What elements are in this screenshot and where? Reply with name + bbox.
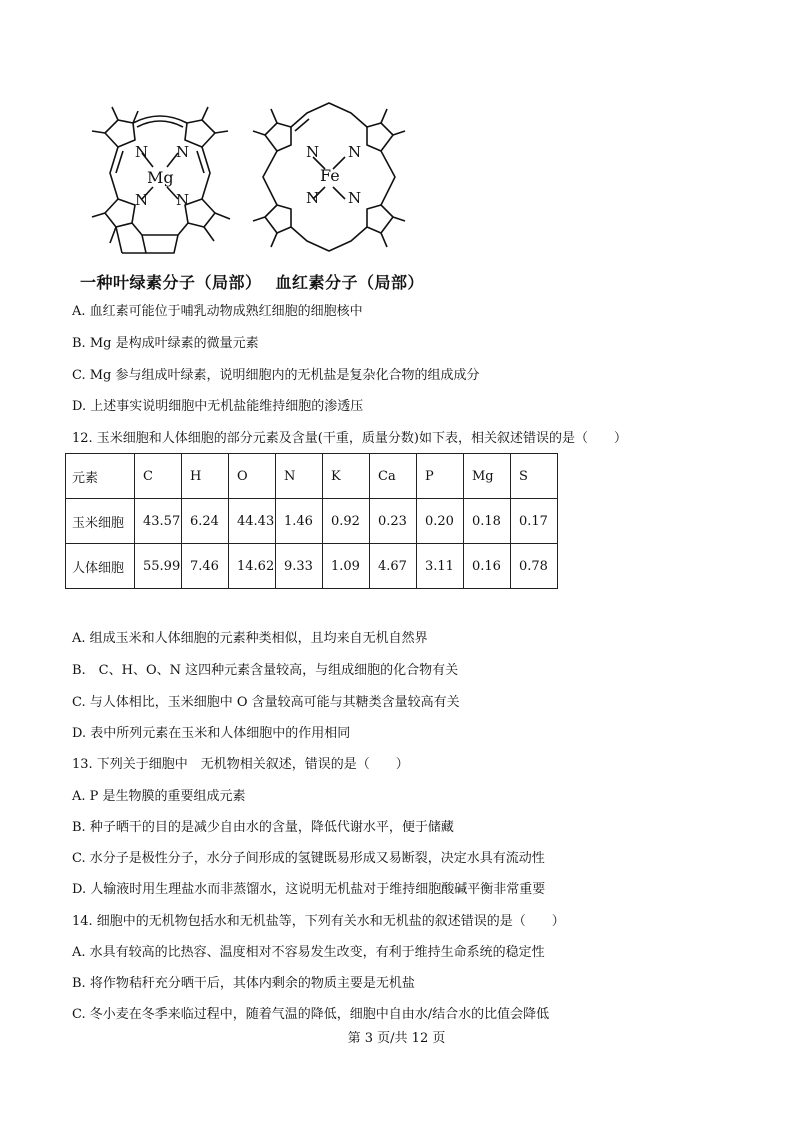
table-header-cell: P <box>417 454 464 499</box>
table-cell: 0.23 <box>370 499 417 544</box>
table-cell: 1.46 <box>276 499 323 544</box>
table-cell: 43.57 <box>135 499 182 544</box>
figure-caption <box>80 270 424 293</box>
table-row <box>66 544 558 589</box>
q11-option-d: D. 上述事实说明细胞中无机盐能维持细胞的渗透压 <box>72 399 364 414</box>
table-header-row <box>66 454 558 499</box>
table-header-cell: O <box>229 454 276 499</box>
table-header-cell: Mg <box>464 454 511 499</box>
n-label: N <box>176 143 190 161</box>
q13-option-d: D. 人输液时用生理盐水而非蒸馏水，这说明无机盐对于维持细胞酸碱平衡非常重要 <box>72 882 546 897</box>
table-header-cell: H <box>182 454 229 499</box>
table-header-cell: Ca <box>370 454 417 499</box>
table-header-cell: N <box>276 454 323 499</box>
table-cell: 55.99 <box>135 544 182 589</box>
table-cell: 9.33 <box>276 544 323 589</box>
page-footer: 第 3 页/共 12 页 <box>347 1031 446 1046</box>
table-cell: 6.24 <box>182 499 229 544</box>
q12-option-d: D. 表中所列元素在玉米和人体细胞中的作用相同 <box>72 726 351 741</box>
table-cell: 1.09 <box>323 544 370 589</box>
q12-stem: 12. 玉米细胞和人体细胞的部分元素及含量(干重，质量分数)如下表，相关叙述错误的是（ ） <box>72 431 627 446</box>
q11-option-c: C. Mg 参与组成叶绿素，说明细胞内的无机盐是复杂化合物的组成成分 <box>72 368 480 383</box>
q13-option-b: B. 种子晒干的目的是减少自由水的含量，降低代谢水平，便于储藏 <box>72 820 454 835</box>
table-cell: 14.62 <box>229 544 276 589</box>
table-cell: 0.16 <box>464 544 511 589</box>
q14-option-a: A. 水具有较高的比热容、温度相对不容易发生改变，有利于维持生命系统的稳定性 <box>72 945 545 960</box>
table-cell: 4.67 <box>370 544 417 589</box>
row-label: 人体细胞 <box>66 544 135 589</box>
table-cell: 0.92 <box>323 499 370 544</box>
n-label: N <box>135 191 149 209</box>
element-table <box>65 453 558 589</box>
q14-option-b: B. 将作物秸秆充分晒干后，其体内剩余的物质主要是无机盐 <box>72 976 415 991</box>
table-cell: 0.18 <box>464 499 511 544</box>
table-header-cell: S <box>511 454 558 499</box>
q13-option-a: A. P 是生物膜的重要组成元素 <box>72 789 246 804</box>
table-cell: 0.20 <box>417 499 464 544</box>
q11-option-b: B. Mg 是构成叶绿素的微量元素 <box>72 336 259 351</box>
n-label: N <box>306 143 320 161</box>
n-label: N <box>176 191 190 209</box>
table-cell: 0.17 <box>511 499 558 544</box>
q13-stem: 13. 下列关于细胞中 无机物相关叙述，错误的是（ ） <box>72 757 409 772</box>
table-cell: 3.11 <box>417 544 464 589</box>
row-label: 玉米细胞 <box>66 499 135 544</box>
table-cell: 7.46 <box>182 544 229 589</box>
n-label: N <box>306 189 320 207</box>
n-label: N <box>348 189 362 207</box>
q14-stem: 14. 细胞中的无机物包括水和无机盐等，下列有关水和无机盐的叙述错误的是（ ） <box>72 914 565 929</box>
table-header-cell: K <box>323 454 370 499</box>
q14-option-c: C. 冬小麦在冬季来临过程中，随着气温的降低，细胞中自由水/结合水的比值会降低 <box>72 1007 550 1022</box>
caption-heme: 血红素分子（局部） <box>275 273 425 292</box>
q11-option-a: A. 血红素可能位于哺乳动物成熟红细胞的细胞核中 <box>72 304 363 319</box>
q12-option-c: C. 与人体相比，玉米细胞中 O 含量较高可能与其糖类含量较高有关 <box>72 695 460 710</box>
caption-chlorophyll: 一种叶绿素分子（局部） <box>80 273 262 292</box>
q12-option-b: B. C、H、O、N 这四种元素含量较高，与组成细胞的化合物有关 <box>72 663 459 678</box>
table-header-cell: C <box>135 454 182 499</box>
n-label: N <box>348 143 362 161</box>
q12-option-a: A. 组成玉米和人体细胞的元素种类相似，且均来自无机自然界 <box>72 631 428 646</box>
mg-label: Mg <box>147 168 174 187</box>
porphyrin-structures <box>80 95 420 270</box>
table-cell: 44.43 <box>229 499 276 544</box>
n-label: N <box>135 143 149 161</box>
molecule-figure <box>80 95 420 295</box>
table-row <box>66 499 558 544</box>
table-cell: 0.78 <box>511 544 558 589</box>
table-header-label: 元素 <box>66 454 135 499</box>
q13-option-c: C. 水分子是极性分子，水分子间形成的氢键既易形成又易断裂，决定水具有流动性 <box>72 851 545 866</box>
fe-label: Fe <box>320 166 340 185</box>
